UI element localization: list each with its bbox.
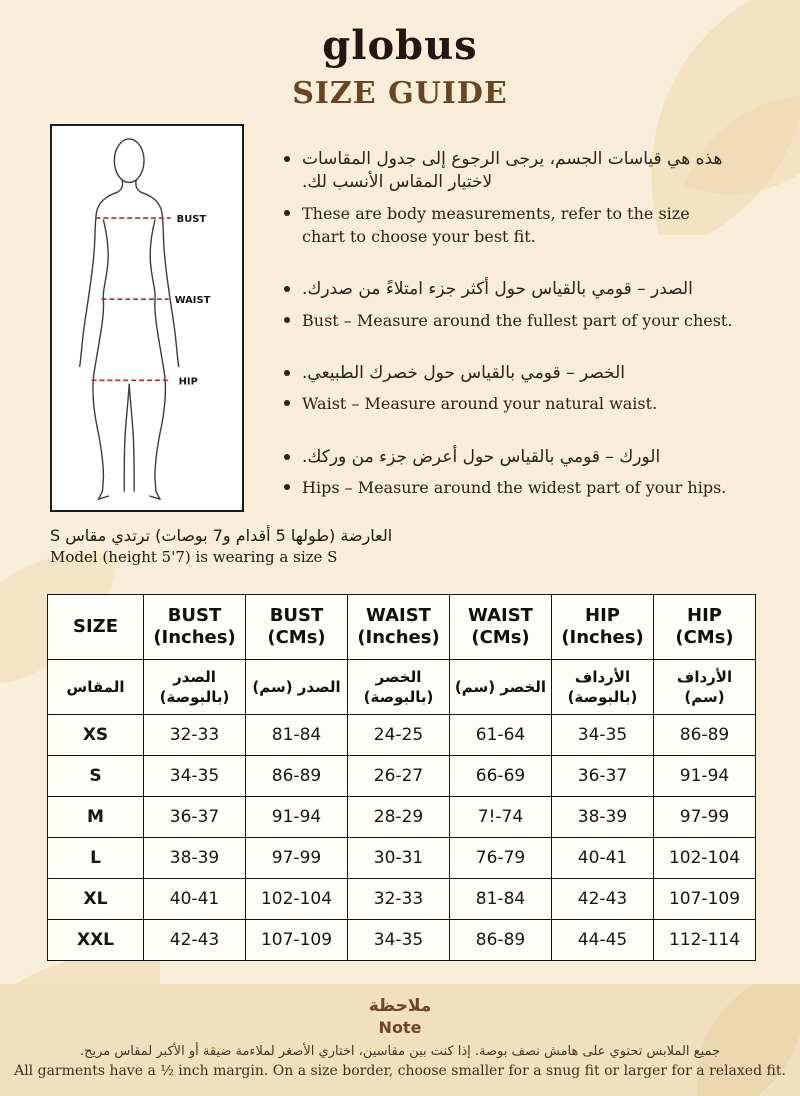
table-row-xl bbox=[48, 879, 756, 920]
footer-note-band bbox=[0, 984, 800, 1096]
silhouette-head bbox=[114, 139, 144, 183]
bullet-icon bbox=[284, 286, 290, 292]
table-cell: 7!-74 bbox=[450, 797, 552, 838]
table-cell: 81-84 bbox=[450, 879, 552, 920]
column-header-hip-cms-ar: الأرداف (سم) bbox=[654, 660, 756, 715]
table-cell: 107-109 bbox=[654, 879, 756, 920]
table-cell: 91-94 bbox=[246, 797, 348, 838]
model-note bbox=[50, 526, 392, 566]
column-header-waist-inches: WAIST (Inches) bbox=[348, 595, 450, 660]
bullet-icon bbox=[284, 484, 290, 490]
table-cell: 34-35 bbox=[144, 756, 246, 797]
bullet-icon bbox=[284, 317, 290, 323]
table-cell: 32-33 bbox=[144, 715, 246, 756]
measurement-instructions bbox=[282, 148, 736, 499]
note-body-arabic: جميع الملابس تحتوي على هامش نصف بوصة. إذا كنت بين مقاسين، اختاري الأصغر لملاءمة ضيقة أو الأكبر لمقاس مريح. bbox=[79, 1044, 721, 1059]
instruction-arabic: الخصر – قومي بالقياس حول خصرك الطبيعي. bbox=[302, 362, 626, 383]
table-cell: 42-43 bbox=[144, 920, 246, 961]
table-cell: 97-99 bbox=[246, 838, 348, 879]
column-header-hip-inches-ar: الأرداف (بالبوصة) bbox=[552, 660, 654, 715]
size-chart-table bbox=[47, 594, 756, 961]
table-row-l bbox=[48, 838, 756, 879]
body-measurement-diagram bbox=[50, 124, 244, 512]
table-cell: 36-37 bbox=[144, 797, 246, 838]
table-cell: 97-99 bbox=[654, 797, 756, 838]
table-cell: 86-89 bbox=[654, 715, 756, 756]
bullet-icon bbox=[284, 454, 290, 460]
column-header-waist-cms: WAIST (CMs) bbox=[450, 595, 552, 660]
column-header-bust-cms-ar: الصدر (سم) bbox=[246, 660, 348, 715]
instruction-group-bust bbox=[282, 278, 736, 332]
table-cell: 91-94 bbox=[654, 756, 756, 797]
size-cell: L bbox=[48, 838, 144, 879]
bullet-icon bbox=[284, 400, 290, 406]
instruction-english: Bust – Measure around the fullest part of your chest. bbox=[302, 310, 733, 330]
table-cell: 28-29 bbox=[348, 797, 450, 838]
table-cell: 107-109 bbox=[246, 920, 348, 961]
body-silhouette bbox=[52, 126, 242, 510]
table-cell: 32-33 bbox=[348, 879, 450, 920]
table-cell: 81-84 bbox=[246, 715, 348, 756]
instruction-row bbox=[282, 148, 736, 195]
table-row-xxl bbox=[48, 920, 756, 961]
table-row-xs bbox=[48, 715, 756, 756]
note-title-arabic: ملاحظة bbox=[368, 996, 432, 1016]
size-cell: XS bbox=[48, 715, 144, 756]
table-cell: 42-43 bbox=[552, 879, 654, 920]
column-header-size-ar: المقاس bbox=[48, 660, 144, 715]
model-note-english: Model (height 5'7) is wearing a size S bbox=[50, 548, 338, 566]
instruction-row bbox=[282, 446, 736, 469]
instruction-english: These are body measurements, refer to the size chart to choose your best fit. bbox=[302, 203, 690, 247]
table-cell: 102-104 bbox=[654, 838, 756, 879]
table-row-s bbox=[48, 756, 756, 797]
table-header-row-english bbox=[48, 595, 756, 660]
table-row-m bbox=[48, 797, 756, 838]
table-cell: 112-114 bbox=[654, 920, 756, 961]
instruction-row bbox=[282, 392, 736, 415]
column-header-waist-inches-ar: الخصر (بالبوصة) bbox=[348, 660, 450, 715]
column-header-waist-cms-ar: الخصر (سم) bbox=[450, 660, 552, 715]
model-note-arabic: العارضة (طولها 5 أقدام و7 بوصات) ترتدي مقاس S bbox=[50, 526, 393, 545]
size-cell: XL bbox=[48, 879, 144, 920]
instruction-row bbox=[282, 202, 736, 248]
table-cell: 24-25 bbox=[348, 715, 450, 756]
column-header-size: SIZE bbox=[48, 595, 144, 660]
table-cell: 26-27 bbox=[348, 756, 450, 797]
bullet-icon bbox=[284, 156, 290, 162]
table-cell: 40-41 bbox=[552, 838, 654, 879]
note-title-english: Note bbox=[378, 1018, 422, 1037]
table-cell: 44-45 bbox=[552, 920, 654, 961]
column-header-hip-cms: HIP (CMs) bbox=[654, 595, 756, 660]
instruction-group-overview bbox=[282, 148, 736, 248]
column-header-bust-inches-ar: الصدر (بالبوصة) bbox=[144, 660, 246, 715]
column-header-hip-inches: HIP (Inches) bbox=[552, 595, 654, 660]
instruction-arabic: هذه هي قياسات الجسم، يرجى الرجوع إلى جدول المقاسات لاختيار المقاس الأنسب لك. bbox=[302, 149, 723, 193]
size-cell: XXL bbox=[48, 920, 144, 961]
instruction-row bbox=[282, 362, 736, 385]
instruction-group-waist bbox=[282, 362, 736, 416]
instruction-row bbox=[282, 278, 736, 301]
instruction-arabic: الصدر – قومي بالقياس حول أكثر جزء امتلاءً من صدرك. bbox=[302, 279, 693, 300]
column-header-bust-cms: BUST (CMs) bbox=[246, 595, 348, 660]
table-cell: 86-89 bbox=[450, 920, 552, 961]
table-cell: 86-89 bbox=[246, 756, 348, 797]
note-body-english: All garments have a ½ inch margin. On a size border, choose smaller for a snug fit or larger for a relaxed fit. bbox=[14, 1063, 786, 1079]
bullet-icon bbox=[284, 370, 290, 376]
table-cell: 34-35 bbox=[348, 920, 450, 961]
table-header-row-arabic bbox=[48, 660, 756, 715]
instruction-row bbox=[282, 476, 736, 499]
table-cell: 102-104 bbox=[246, 879, 348, 920]
table-cell: 38-39 bbox=[144, 838, 246, 879]
table-cell: 61-64 bbox=[450, 715, 552, 756]
bust-label: BUST bbox=[176, 214, 207, 226]
instruction-english: Hips – Measure around the widest part of your hips. bbox=[302, 478, 727, 498]
table-cell: 30-31 bbox=[348, 838, 450, 879]
waist-label: WAIST bbox=[174, 295, 211, 307]
table-cell: 36-37 bbox=[552, 756, 654, 797]
table-cell: 66-69 bbox=[450, 756, 552, 797]
table-cell: 40-41 bbox=[144, 879, 246, 920]
bullet-icon bbox=[284, 210, 290, 216]
size-cell: M bbox=[48, 797, 144, 838]
instruction-arabic: الورك – قومي بالقياس حول أعرض جزء من وركك. bbox=[302, 446, 661, 467]
instruction-row bbox=[282, 309, 736, 332]
column-header-bust-inches: BUST (Inches) bbox=[144, 595, 246, 660]
brand-logo: globus bbox=[322, 22, 478, 69]
instruction-group-hips bbox=[282, 446, 736, 500]
table-cell: 34-35 bbox=[552, 715, 654, 756]
hip-label: HIP bbox=[178, 376, 198, 388]
table-cell: 76-79 bbox=[450, 838, 552, 879]
size-cell: S bbox=[48, 756, 144, 797]
page-title: SIZE GUIDE bbox=[292, 76, 508, 111]
table-cell: 38-39 bbox=[552, 797, 654, 838]
instruction-english: Waist – Measure around your natural waist. bbox=[302, 394, 658, 414]
